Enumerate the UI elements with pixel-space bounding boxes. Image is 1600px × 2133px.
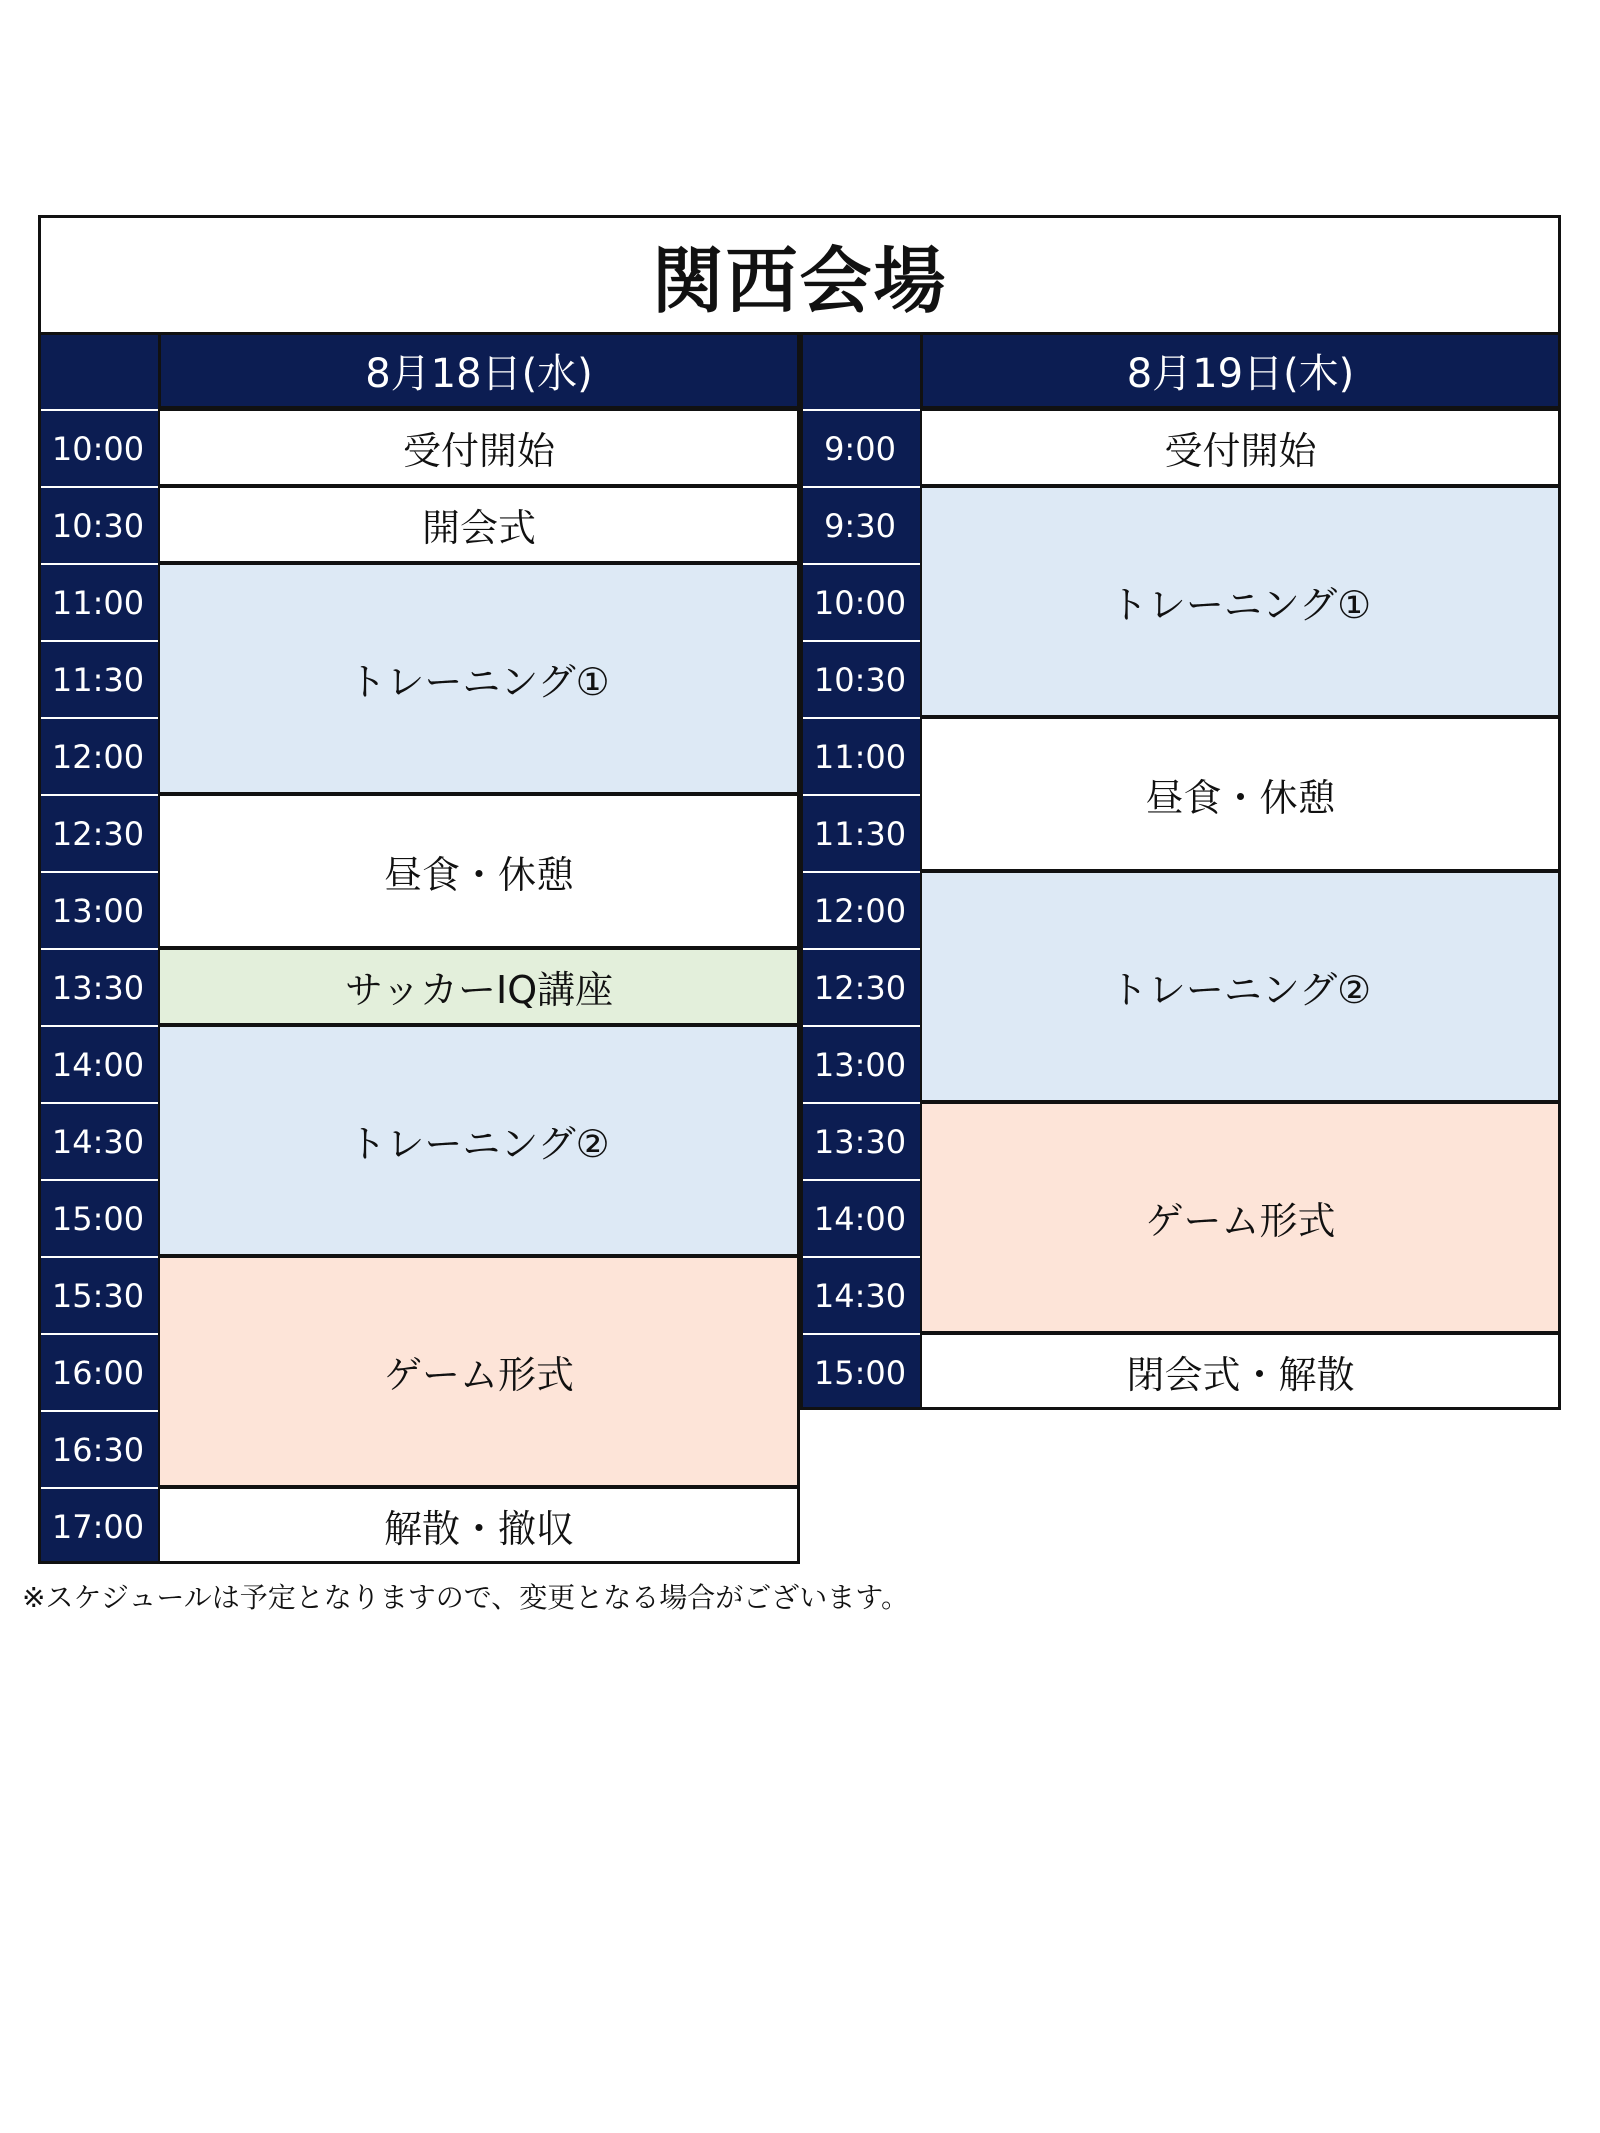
time-header-blank bbox=[800, 332, 920, 409]
time-slot: 12:00 bbox=[38, 717, 158, 794]
time-slot: 13:30 bbox=[38, 948, 158, 1025]
time-slot: 10:00 bbox=[800, 563, 920, 640]
schedule-note: ※スケジュールは予定となりますので、変更となる場合がございます。 bbox=[22, 1581, 909, 1614]
time-slot: 10:00 bbox=[38, 409, 158, 486]
day-header: 8月18日(水) bbox=[158, 332, 800, 409]
time-slot: 17:00 bbox=[38, 1487, 158, 1564]
time-slot: 16:00 bbox=[38, 1333, 158, 1410]
time-slot: 14:30 bbox=[38, 1102, 158, 1179]
time-slot: 11:00 bbox=[800, 717, 920, 794]
time-slot: 9:30 bbox=[800, 486, 920, 563]
event-block: トレーニング① bbox=[158, 563, 800, 794]
event-block: サッカーIQ講座 bbox=[158, 948, 800, 1025]
event-block: 受付開始 bbox=[158, 409, 800, 486]
time-column bbox=[38, 409, 158, 1564]
event-block: トレーニング② bbox=[920, 871, 1561, 1102]
time-slot: 14:30 bbox=[800, 1256, 920, 1333]
time-slot: 15:00 bbox=[800, 1333, 920, 1410]
time-slot: 14:00 bbox=[800, 1179, 920, 1256]
time-slot: 14:00 bbox=[38, 1025, 158, 1102]
time-slot: 11:30 bbox=[800, 794, 920, 871]
time-slot: 15:00 bbox=[38, 1179, 158, 1256]
time-slot: 15:30 bbox=[38, 1256, 158, 1333]
event-block: 昼食・休憩 bbox=[920, 717, 1561, 871]
event-block: ゲーム形式 bbox=[158, 1256, 800, 1487]
time-slot: 13:00 bbox=[38, 871, 158, 948]
event-block: 開会式 bbox=[158, 486, 800, 563]
time-slot: 11:30 bbox=[38, 640, 158, 717]
event-block: ゲーム形式 bbox=[920, 1102, 1561, 1333]
time-slot: 13:00 bbox=[800, 1025, 920, 1102]
time-slot: 12:30 bbox=[800, 948, 920, 1025]
event-block: 閉会式・解散 bbox=[920, 1333, 1561, 1410]
time-slot: 12:30 bbox=[38, 794, 158, 871]
event-block: トレーニング① bbox=[920, 486, 1561, 717]
time-column bbox=[800, 409, 920, 1410]
event-block: トレーニング② bbox=[158, 1025, 800, 1256]
time-slot: 13:30 bbox=[800, 1102, 920, 1179]
venue-title-box bbox=[38, 215, 1561, 332]
time-slot: 12:00 bbox=[800, 871, 920, 948]
time-slot: 10:30 bbox=[38, 486, 158, 563]
time-slot: 16:30 bbox=[38, 1410, 158, 1487]
time-slot: 9:00 bbox=[800, 409, 920, 486]
venue-title: 関西会場 bbox=[651, 239, 948, 323]
event-block: 昼食・休憩 bbox=[158, 794, 800, 948]
time-slot: 11:00 bbox=[38, 563, 158, 640]
time-header-blank bbox=[38, 332, 158, 409]
day-header: 8月19日(木) bbox=[920, 332, 1561, 409]
time-slot: 10:30 bbox=[800, 640, 920, 717]
event-block: 受付開始 bbox=[920, 409, 1561, 486]
event-block: 解散・撤収 bbox=[158, 1487, 800, 1564]
